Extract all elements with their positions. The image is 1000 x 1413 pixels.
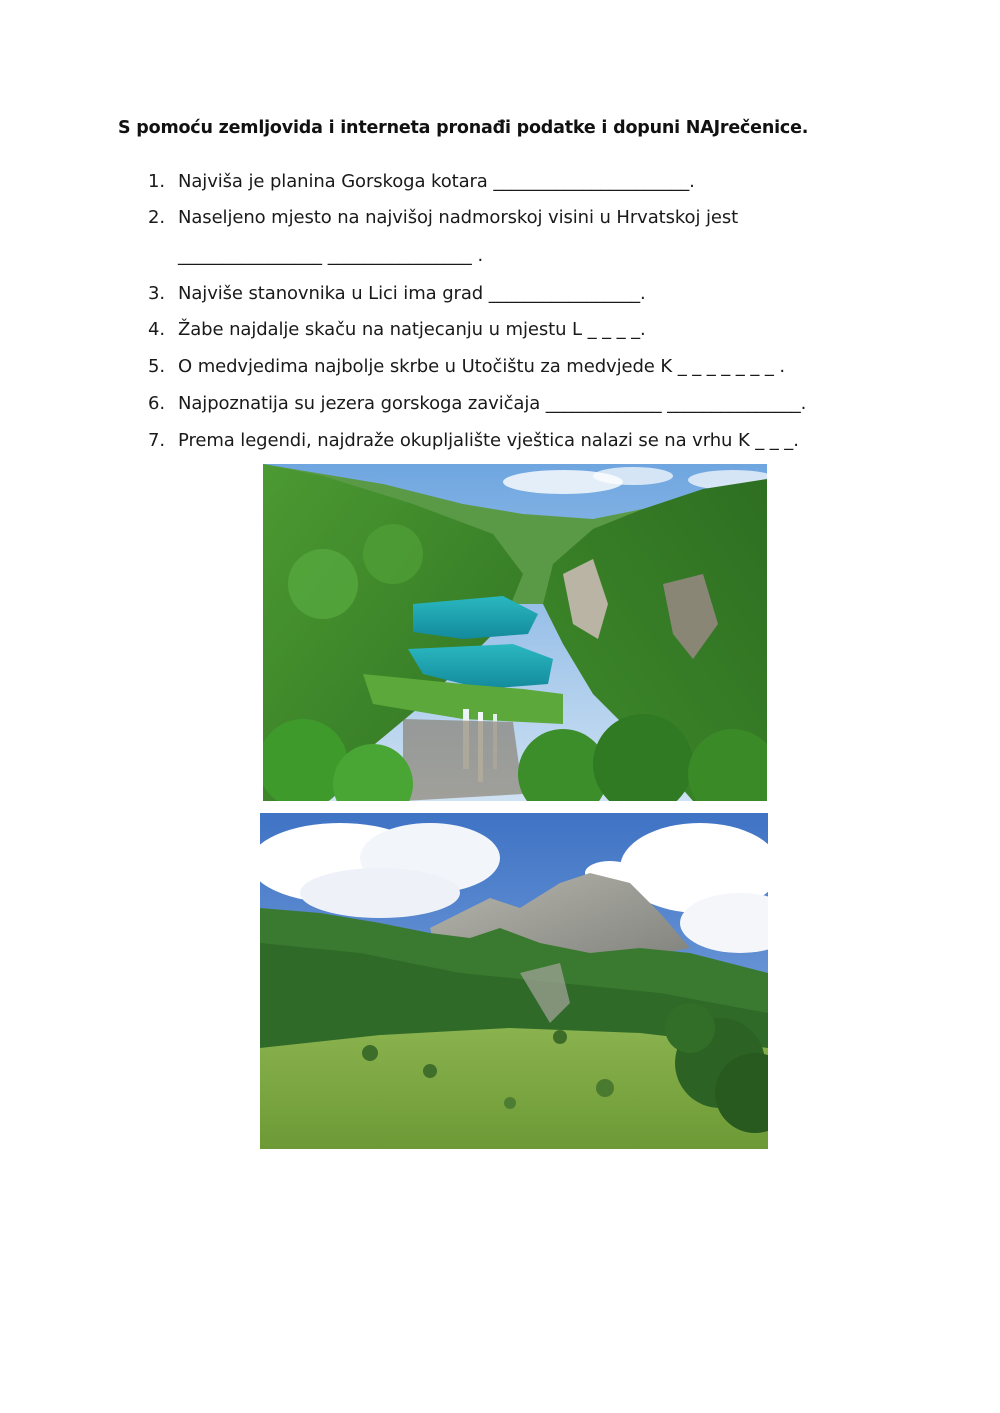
question-number: 4. bbox=[148, 319, 165, 340]
question-5 bbox=[148, 356, 785, 377]
question-number: 7. bbox=[148, 430, 165, 451]
mountain-photo bbox=[260, 813, 768, 1149]
lakes-photo bbox=[263, 464, 767, 801]
question-number: 1. bbox=[148, 171, 165, 192]
question-6 bbox=[148, 393, 806, 414]
question-number: 6. bbox=[148, 393, 165, 414]
question-number: 2. bbox=[148, 207, 165, 228]
question-text: Najpoznatija su jezera gorskoga zavičaja _____________ _______________. bbox=[178, 393, 807, 414]
question-text: Naseljeno mjesto na najvišoj nadmorskoj visini u Hrvatskoj jest bbox=[178, 207, 739, 228]
question-text: Žabe najdalje skaču na natjecanju u mjestu L _ _ _ _. bbox=[178, 319, 646, 340]
question-text: O medvjedima najbolje skrbe u Utočištu za medvjede K _ _ _ _ _ _ _ . bbox=[178, 356, 785, 377]
question-text: Najviše stanovnika u Lici ima grad _________________. bbox=[178, 283, 646, 304]
worksheet-heading: S pomoću zemljovida i interneta pronađi podatke i dopuni NAJrečenice. bbox=[118, 118, 809, 138]
question-3 bbox=[148, 283, 646, 304]
question-number: 3. bbox=[148, 283, 165, 304]
question-4 bbox=[148, 319, 646, 340]
question-text: Najviša je planina Gorskoga kotara ______________________. bbox=[178, 171, 695, 192]
question-number: 5. bbox=[148, 356, 165, 377]
question-text: Prema legendi, najdraže okupljalište vještica nalazi se na vrhu K _ _ _. bbox=[178, 430, 799, 451]
question-1 bbox=[148, 171, 695, 192]
question-7 bbox=[148, 430, 799, 451]
question-2-answer-line: ________________ ________________ . bbox=[178, 245, 484, 266]
question-2 bbox=[148, 207, 738, 228]
